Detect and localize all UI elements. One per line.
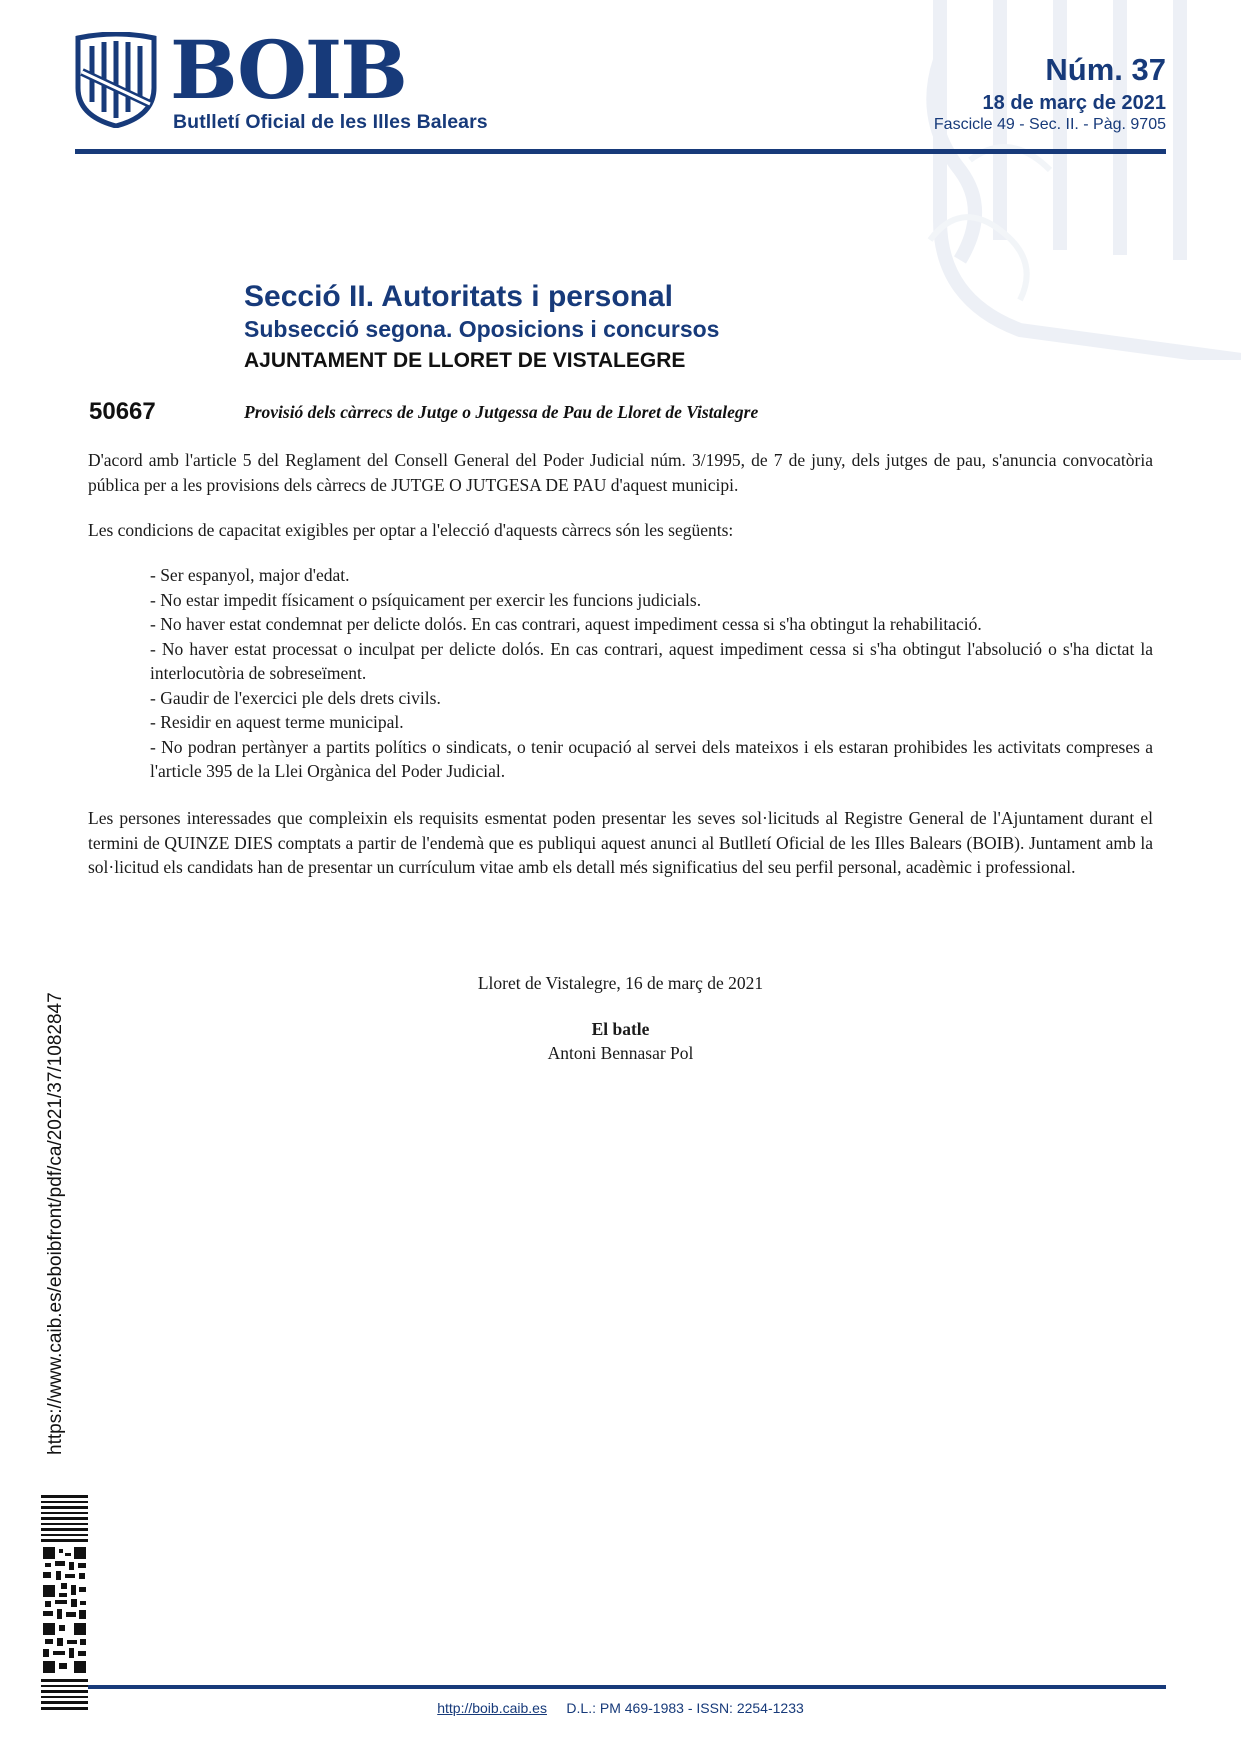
condition-item: - No estar impedit físicament o psíquicament per exercir les funcions judicials. — [150, 589, 702, 610]
paragraph-application: Les persones interessades que compleixin els requisits esmentat poden presentar les seves sol·licituds al Registre General de l'Ajuntament durant el termini de QUINZE DIES comptats a partir de l'endemà que es publiqui aquest anunci al Butlletí Oficial de les Illes Balears (BOIB). Juntament amb la sol·licitud els candidats han de presentar un currículum vitae amb els detall més significatius del seu perfil personal, acadèmic i professional. — [88, 808, 1153, 877]
conditions-list — [150, 563, 1153, 784]
footer — [0, 1700, 1241, 1716]
issuing-organization: AJUNTAMENT DE LLORET DE VISTALEGRE — [244, 349, 686, 372]
boib-logo-wordmark: BOIB — [170, 23, 406, 117]
bulletin-date: 18 de març de 2021 — [982, 92, 1166, 114]
verification-url[interactable]: https://www.caib.es/eboibfront/pdf/ca/2021/37/1082847 — [45, 992, 66, 1455]
document-number: 50667 — [89, 398, 156, 425]
bulletin-number: Núm. 37 — [1045, 52, 1166, 87]
signer-role: El batle — [591, 1019, 650, 1039]
footer-website-link[interactable]: http://boib.caib.es — [437, 1700, 547, 1716]
document-title: Provisió dels càrrecs de Jutge o Jutgessa de Pau de Lloret de Vistalegre — [244, 402, 759, 422]
bulletin-fascicle: Fascicle 49 - Sec. II. - Pàg. 9705 — [933, 116, 1166, 133]
footer-divider — [88, 1685, 1166, 1689]
signer-name: Antoni Bennasar Pol — [547, 1043, 694, 1063]
section-subtitle: Subsecció segona. Oposicions i concursos — [244, 316, 720, 342]
condition-item: - No haver estat processat o inculpat per delicte dolós. En cas contrari, aquest impediment cessa si s'ha obtingut l'absolució o s'ha dictat la interlocutòria de sobreseïment. — [150, 638, 1153, 683]
header-divider — [75, 149, 1166, 154]
boib-shield-logo — [74, 32, 158, 128]
condition-item: - Gaudir de l'exercici ple dels drets civils. — [150, 687, 441, 708]
condition-item: - Residir en aquest terme municipal. — [150, 712, 404, 732]
paragraph-conditions-lead: Les condicions de capacitat exigibles per optar a l'elecció d'aquests càrrecs són les següents: — [88, 520, 734, 540]
paragraph-intro: D'acord amb l'article 5 del Reglament del Consell General del Poder Judicial núm. 3/1995, de 7 de juny, dels jutges de pau, s'anuncia convocatòria pública per a les provisions dels càrrecs de JUTGE O JUTGESA DE PAU d'aquest municipi. — [88, 450, 1153, 495]
footer-legal-info: D.L.: PM 469-1983 - ISSN: 2254-1233 — [566, 1700, 804, 1716]
boib-logo-subtitle: Butlletí Oficial de les Illes Balears — [173, 111, 488, 133]
condition-item: - No haver estat condemnat per delicte dolós. En cas contrari, aquest impediment cessa si s'ha obtingut la rehabilitació. — [150, 614, 982, 634]
signature-place-date: Lloret de Vistalegre, 16 de març de 2021 — [477, 973, 764, 993]
section-title: Secció II. Autoritats i personal — [244, 280, 673, 313]
barcode-qr-code — [41, 1495, 88, 1710]
condition-item: - Ser espanyol, major d'edat. — [150, 565, 350, 585]
condition-item: - No podran pertànyer a partits polítics o sindicats, o tenir ocupació al servei dels mateixos i els estaran prohibides les activitats compreses a l'article 395 de la Llei Orgànica del Poder Judicial. — [150, 736, 1153, 781]
